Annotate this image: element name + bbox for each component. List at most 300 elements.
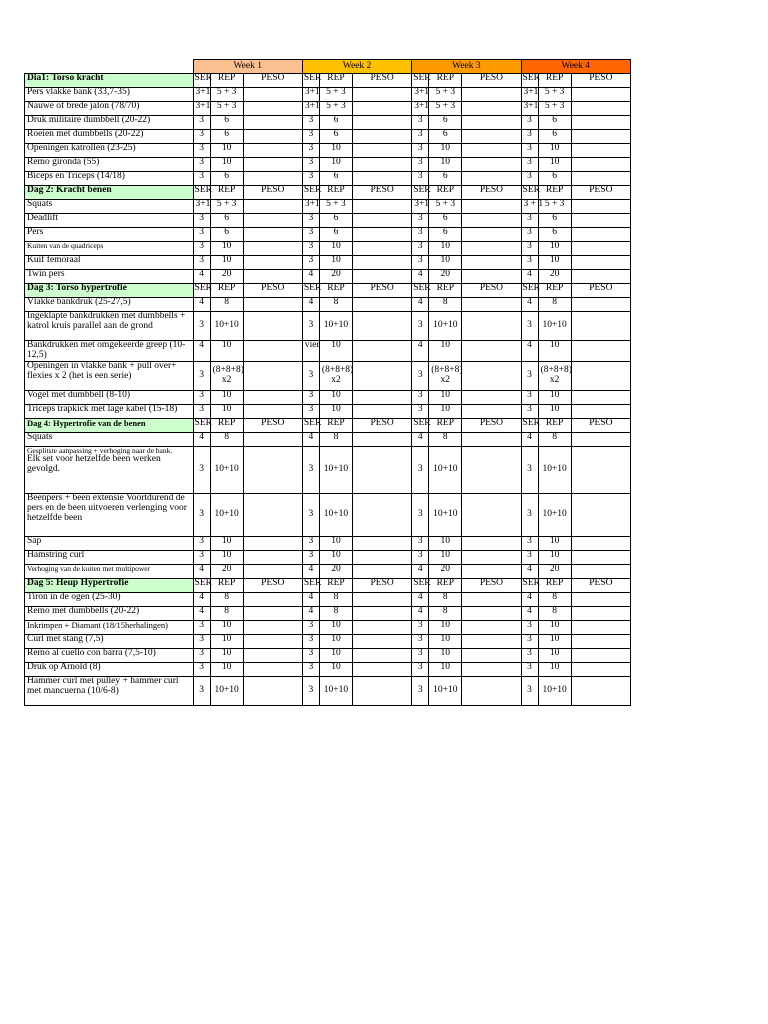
ser-column-header: SER [412,186,429,200]
ser-cell: 3 [302,361,319,390]
rep-cell: 20 [210,564,243,578]
peso-cell [353,256,412,270]
rep-cell: 10 [319,536,352,550]
ser-column-header: SER [193,284,210,298]
exercise-row [25,116,631,130]
peso-cell [571,662,630,676]
rep-cell: 10 [319,256,352,270]
rep-cell: 10 [319,341,352,362]
peso-cell [243,404,302,418]
peso-cell [571,312,630,341]
rep-cell: 10+10 [429,676,462,705]
rep-cell: 5 + 3 [429,200,462,214]
rep-cell: 8 [538,298,571,312]
rep-column-header: REP [319,186,352,200]
ser-cell: 3+1 [193,88,210,102]
ser-cell: 3 [412,256,429,270]
rep-cell: 10 [538,158,571,172]
peso-cell [571,130,630,144]
rep-cell: 6 [319,172,352,186]
ser-cell: 3 [302,390,319,404]
peso-cell [353,200,412,214]
exercise-name: Tiron in de ogen (25-30) [25,592,194,606]
rep-cell: 6 [429,116,462,130]
ser-cell: 4 [302,592,319,606]
rep-cell: 10 [210,536,243,550]
rep-column-header: REP [210,74,243,88]
ser-column-header: SER [521,418,538,432]
rep-cell: 8 [210,298,243,312]
rep-cell: 6 [210,228,243,242]
rep-cell: 10 [538,144,571,158]
ser-cell: 3 [193,312,210,341]
ser-column-header: SER [193,418,210,432]
ser-cell: 3 [302,158,319,172]
rep-cell: 10 [538,404,571,418]
ser-cell: 4 [302,270,319,284]
peso-cell [243,130,302,144]
ser-cell: 3 [521,158,538,172]
rep-cell: 10+10 [319,446,352,493]
exercise-row [25,404,631,418]
rep-cell: 10+10 [210,312,243,341]
ser-cell: 3 [302,172,319,186]
exercise-name: Remo met dumbbells (20-22) [25,606,194,620]
rep-cell: 6 [210,130,243,144]
rep-cell: 5 + 3 [429,88,462,102]
peso-cell [462,592,521,606]
rep-cell: 10 [210,620,243,634]
exercise-row [25,446,631,493]
rep-cell: 10+10 [319,493,352,536]
peso-cell [462,256,521,270]
peso-column-header: PESO [243,418,302,432]
exercise-row [25,88,631,102]
peso-cell [243,432,302,446]
peso-cell [243,446,302,493]
peso-cell [571,676,630,705]
rep-cell: 10 [538,620,571,634]
peso-cell [462,390,521,404]
rep-cell: 6 [429,130,462,144]
ser-cell: 4 [302,564,319,578]
rep-cell: 20 [210,270,243,284]
ser-cell: 3 [412,130,429,144]
peso-cell [462,242,521,256]
rep-cell: 10+10 [210,446,243,493]
peso-column-header: PESO [243,578,302,592]
ser-cell: 3 [302,634,319,648]
ser-cell: 3 [521,446,538,493]
rep-cell: 10 [319,404,352,418]
rep-cell: 10+10 [210,676,243,705]
peso-cell [243,270,302,284]
rep-cell: 10 [538,242,571,256]
ser-cell: 4 [521,270,538,284]
peso-cell [462,130,521,144]
peso-cell [462,404,521,418]
exercise-row [25,361,631,390]
ser-cell: 3 [193,536,210,550]
exercise-name: Inkrimpen + Diamant (18/15herhalingen) [25,620,194,634]
ser-cell: 4 [302,606,319,620]
ser-cell: 3+1 [521,102,538,116]
rep-cell: 20 [319,564,352,578]
ser-cell: 3+1 [412,88,429,102]
exercise-name: Verhoging van de kuiten met multipower [25,564,194,578]
ser-cell: 3 [193,493,210,536]
peso-cell [571,88,630,102]
rep-cell: 8 [319,592,352,606]
peso-cell [462,144,521,158]
day-header-row [25,74,631,88]
rep-cell: 8 [319,606,352,620]
ser-cell: 3 [412,361,429,390]
ser-cell: 3 [412,172,429,186]
rep-cell: 10 [538,256,571,270]
exercise-name: Openingen in vlakke bank + pull over+ flexies x 2 (het is een serie) [25,361,194,390]
peso-cell [353,493,412,536]
peso-cell [462,312,521,341]
ser-column-header: SER [302,74,319,88]
peso-cell [571,432,630,446]
peso-cell [571,564,630,578]
exercise-row [25,592,631,606]
peso-column-header: PESO [571,578,630,592]
ser-cell: 4 [193,341,210,362]
ser-cell: 3 [193,228,210,242]
ser-cell: 3 [521,620,538,634]
ser-cell: 3 [521,242,538,256]
rep-cell: 10 [319,144,352,158]
rep-cell: 6 [210,214,243,228]
peso-cell [462,172,521,186]
rep-cell: 10+10 [210,493,243,536]
ser-column-header: SER [412,578,429,592]
ser-cell: 3 [302,662,319,676]
exercise-name: Remo al cuello con barra (7,5-10) [25,648,194,662]
rep-cell: 10 [538,341,571,362]
ser-cell: 3+1 [302,88,319,102]
peso-cell [243,298,302,312]
ser-cell: 3 [412,536,429,550]
rep-cell: 5 + 3 [319,102,352,116]
peso-column-header: PESO [353,418,412,432]
peso-cell [462,676,521,705]
rep-cell: 10 [319,550,352,564]
rep-cell: 10 [319,242,352,256]
ser-cell: 3 [521,634,538,648]
peso-cell [571,390,630,404]
ser-cell: 3 [193,144,210,158]
ser-cell: 3 [412,214,429,228]
rep-column-header: REP [429,284,462,298]
ser-column-header: SER [302,578,319,592]
rep-cell: 10 [210,341,243,362]
peso-cell [462,341,521,362]
rep-cell: 10 [429,256,462,270]
ser-cell: 3 [193,634,210,648]
peso-cell [353,432,412,446]
rep-cell: 6 [429,214,462,228]
ser-cell: 4 [412,270,429,284]
peso-cell [353,214,412,228]
peso-cell [353,676,412,705]
ser-column-header: SER [412,284,429,298]
peso-cell [243,158,302,172]
rep-cell: 10 [429,144,462,158]
peso-cell [243,172,302,186]
peso-column-header: PESO [353,284,412,298]
workout-table-body [25,60,631,706]
exercise-row [25,564,631,578]
ser-cell: 3 + 1 [521,200,538,214]
peso-cell [571,493,630,536]
ser-cell: 3 [412,144,429,158]
rep-cell: 10 [538,536,571,550]
rep-cell: 6 [210,116,243,130]
ser-cell: 3 [521,130,538,144]
peso-cell [353,620,412,634]
rep-cell: 6 [429,172,462,186]
rep-cell: 5 + 3 [210,102,243,116]
exercise-name: Squats [25,200,194,214]
rep-cell: 10 [429,620,462,634]
exercise-row [25,298,631,312]
ser-cell: 4 [521,592,538,606]
exercise-name: Curl met stang (7,5) [25,634,194,648]
peso-cell [353,228,412,242]
rep-cell: 10 [538,550,571,564]
ser-cell: 3 [193,116,210,130]
peso-cell [243,312,302,341]
rep-cell: 10 [210,662,243,676]
peso-column-header: PESO [353,578,412,592]
ser-cell: 4 [521,606,538,620]
ser-cell: 3 [412,493,429,536]
day-title: Dia1: Torso kracht [25,74,194,88]
ser-cell: 3 [521,361,538,390]
exercise-row [25,228,631,242]
peso-cell [571,116,630,130]
ser-cell: 3 [302,404,319,418]
peso-cell [462,634,521,648]
rep-cell: 10 [429,242,462,256]
ser-column-header: SER [302,418,319,432]
ser-cell: 3 [302,550,319,564]
peso-cell [571,606,630,620]
peso-cell [243,390,302,404]
week-3-header: Week 3 [412,60,521,74]
ser-cell: 3 [302,144,319,158]
exercise-row [25,620,631,634]
ser-cell: 4 [521,564,538,578]
ser-cell: 3 [521,404,538,418]
rep-cell: 10 [429,390,462,404]
peso-cell [243,634,302,648]
peso-cell [353,446,412,493]
exercise-row [25,102,631,116]
exercise-row [25,158,631,172]
rep-cell: 10 [210,550,243,564]
ser-cell: 3 [193,130,210,144]
rep-cell: 6 [538,130,571,144]
peso-column-header: PESO [243,186,302,200]
rep-column-header: REP [319,418,352,432]
peso-cell [571,270,630,284]
peso-cell [353,634,412,648]
peso-column-header: PESO [571,418,630,432]
peso-cell [243,214,302,228]
peso-cell [353,298,412,312]
peso-column-header: PESO [462,186,521,200]
peso-cell [571,361,630,390]
rep-cell: 6 [538,214,571,228]
ser-cell: 3 [412,158,429,172]
ser-cell: 3+1 [412,200,429,214]
ser-cell: 3 [302,214,319,228]
rep-column-header: REP [210,578,243,592]
ser-cell: vier [302,341,319,362]
ser-cell: 4 [412,432,429,446]
exercise-row [25,390,631,404]
ser-column-header: SER [521,186,538,200]
rep-cell: 20 [429,564,462,578]
rep-cell: 8 [538,606,571,620]
rep-cell: 8 [319,432,352,446]
peso-cell [462,550,521,564]
peso-cell [243,256,302,270]
exercise-name: Sap [25,536,194,550]
peso-cell [243,341,302,362]
peso-cell [462,88,521,102]
ser-cell: 3 [302,676,319,705]
exercise-name: Hammer curl met pulley + hammer curl met mancuerna (10/6-8) [25,676,194,705]
peso-cell [243,242,302,256]
peso-cell [571,242,630,256]
peso-cell [571,102,630,116]
exercise-note: Gesplitste aanpassing + verhoging naar de bank. [27,445,173,455]
rep-column-header: REP [538,418,571,432]
exercise-row [25,144,631,158]
peso-cell [571,200,630,214]
week-header-row [25,60,631,74]
rep-cell: 10 [210,404,243,418]
rep-cell: 10 [319,158,352,172]
peso-cell [571,592,630,606]
corner-blank-cell [25,60,194,74]
ser-cell: 3 [193,214,210,228]
ser-cell: 3 [412,390,429,404]
ser-cell: 4 [412,564,429,578]
ser-cell: 4 [302,432,319,446]
ser-cell: 3 [302,256,319,270]
rep-cell: 5 + 3 [538,102,571,116]
peso-cell [243,88,302,102]
rep-cell: 5 + 3 [210,88,243,102]
peso-cell [353,172,412,186]
peso-cell [353,130,412,144]
ser-cell: 3 [412,446,429,493]
peso-cell [571,214,630,228]
ser-cell: 3 [521,676,538,705]
peso-cell [462,493,521,536]
rep-cell: 10 [210,634,243,648]
rep-cell: 10 [210,648,243,662]
ser-column-header: SER [412,74,429,88]
peso-cell [243,564,302,578]
peso-cell [353,312,412,341]
exercise-name: Druk op Arnold (8) [25,662,194,676]
rep-column-header: REP [538,284,571,298]
peso-cell [243,200,302,214]
ser-cell: 3 [302,116,319,130]
peso-cell [462,116,521,130]
exercise-row [25,536,631,550]
rep-column-header: REP [429,186,462,200]
peso-cell [243,648,302,662]
ser-cell: 3 [302,648,319,662]
rep-cell: 6 [538,116,571,130]
peso-column-header: PESO [243,284,302,298]
rep-column-header: REP [429,578,462,592]
ser-cell: 3 [412,634,429,648]
rep-cell: (8+8+8) x2 [210,361,243,390]
rep-cell: 5 + 3 [429,102,462,116]
rep-column-header: REP [429,74,462,88]
peso-cell [353,662,412,676]
rep-column-header: REP [210,284,243,298]
ser-cell: 4 [193,606,210,620]
workout-table [24,59,631,706]
rep-cell: 10 [319,634,352,648]
ser-cell: 4 [302,298,319,312]
rep-column-header: REP [538,578,571,592]
rep-cell: (8+8+8) x2 [319,361,352,390]
peso-cell [571,256,630,270]
rep-cell: 5 + 3 [538,200,571,214]
ser-cell: 3 [193,676,210,705]
peso-cell [243,662,302,676]
rep-column-header: REP [210,186,243,200]
exercise-row [25,662,631,676]
rep-cell: 10 [538,662,571,676]
exercise-name: Pers [25,228,194,242]
ser-cell: 3 [412,404,429,418]
rep-cell: 5 + 3 [538,88,571,102]
ser-column-header: SER [521,74,538,88]
peso-cell [571,158,630,172]
rep-cell: (8+8+8) x2 [429,361,462,390]
ser-column-header: SER [412,418,429,432]
exercise-name: Nauwe of brede jalon (78/70) [25,102,194,116]
day-header-row [25,578,631,592]
rep-cell: 10 [210,242,243,256]
exercise-row [25,242,631,256]
exercise-row [25,432,631,446]
peso-cell [462,158,521,172]
peso-cell [462,270,521,284]
peso-cell [243,144,302,158]
exercise-row [25,676,631,705]
ser-cell: 4 [412,341,429,362]
rep-cell: 10 [538,390,571,404]
exercise-name: Squats [25,432,194,446]
rep-cell: 10 [429,550,462,564]
peso-column-header: PESO [571,74,630,88]
peso-cell [353,390,412,404]
ser-cell: 3 [412,228,429,242]
